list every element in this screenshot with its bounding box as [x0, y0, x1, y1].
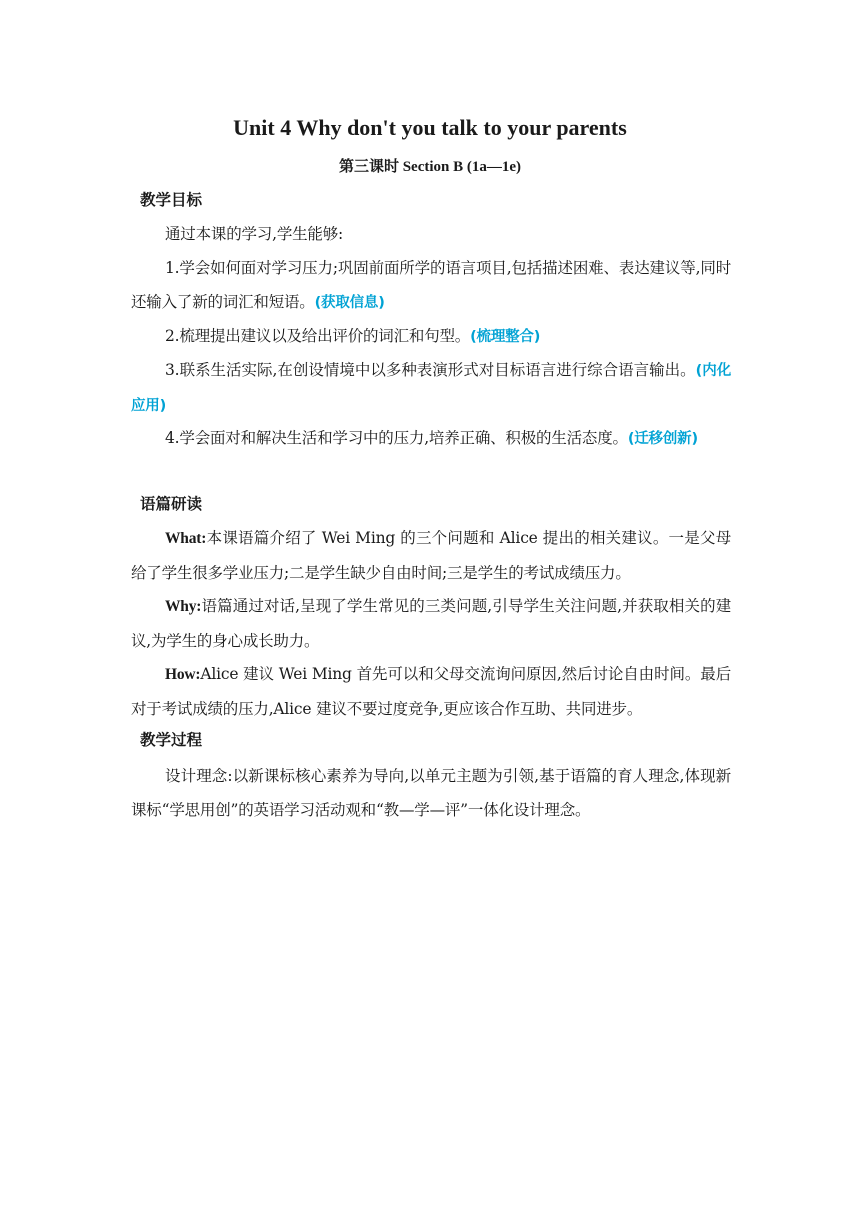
how-label: How:	[165, 666, 201, 683]
section-heading-process: 教学过程	[140, 731, 203, 749]
objective-text: 1.学会如何面对学习压力;巩固前面所学的语言项目,包括描述困难、表达建议等,同时还输入了新的词汇和短语。	[131, 259, 731, 311]
page-title: Unit 4 Why don't you talk to your parents	[233, 115, 627, 140]
objective-tag: (获取信息)	[314, 295, 385, 311]
objective-text: 3.联系生活实际,在创设情境中以多种表演形式对目标语言进行综合语言输出。	[165, 361, 696, 379]
objective-item-1	[131, 251, 731, 320]
what-text: 本课语篇介绍了 Wei Ming 的三个问题和 Alice 提出的相关建议。一是父母给了学生很多学业压力;二是学生缺少自由时间;三是学生的考试成绩压力。	[131, 529, 731, 582]
what-label: What:	[165, 530, 207, 547]
objective-tag: (迁移创新)	[627, 431, 698, 447]
why-label: Why:	[165, 598, 202, 615]
reading-what	[131, 521, 731, 590]
objective-item-2	[131, 319, 731, 354]
objective-item-4	[131, 421, 731, 456]
reading-why	[131, 589, 731, 658]
objective-text: 2.梳理提出建议以及给出评价的词汇和句型。	[165, 327, 471, 345]
objective-tag: (梳理整合)	[470, 329, 541, 345]
objectives-intro: 通过本课的学习,学生能够:	[165, 225, 344, 243]
why-text: 语篇通过对话,呈现了学生常见的三类问题,引导学生关注问题,并获取相关的建议,为学生的身心成长助力。	[131, 597, 731, 650]
objective-item-3	[131, 353, 731, 423]
how-text: Alice 建议 Wei Ming 首先可以和父母交流询问原因,然后讨论自由时间。最后对于考试成绩的压力,Alice 建议不要过度竞争,更应该合作互助、共同进步。	[131, 665, 731, 718]
objective-text: 4.学会面对和解决生活和学习中的压力,培养正确、积极的生活态度。	[165, 429, 628, 447]
section-heading-objectives: 教学目标	[140, 191, 203, 209]
objective-tag: (内化应用)	[131, 363, 731, 414]
reading-how	[131, 657, 731, 726]
page-subtitle: 第三课时 Section B (1a—1e)	[338, 159, 522, 175]
process-text: 设计理念:以新课标核心素养为导向,以单元主题为引领,基于语篇的育人理念,体现新课标“学思用创”的英语学习活动观和“教—学—评”一体化设计理念。	[131, 767, 731, 819]
section-heading-reading: 语篇研读	[140, 495, 203, 513]
